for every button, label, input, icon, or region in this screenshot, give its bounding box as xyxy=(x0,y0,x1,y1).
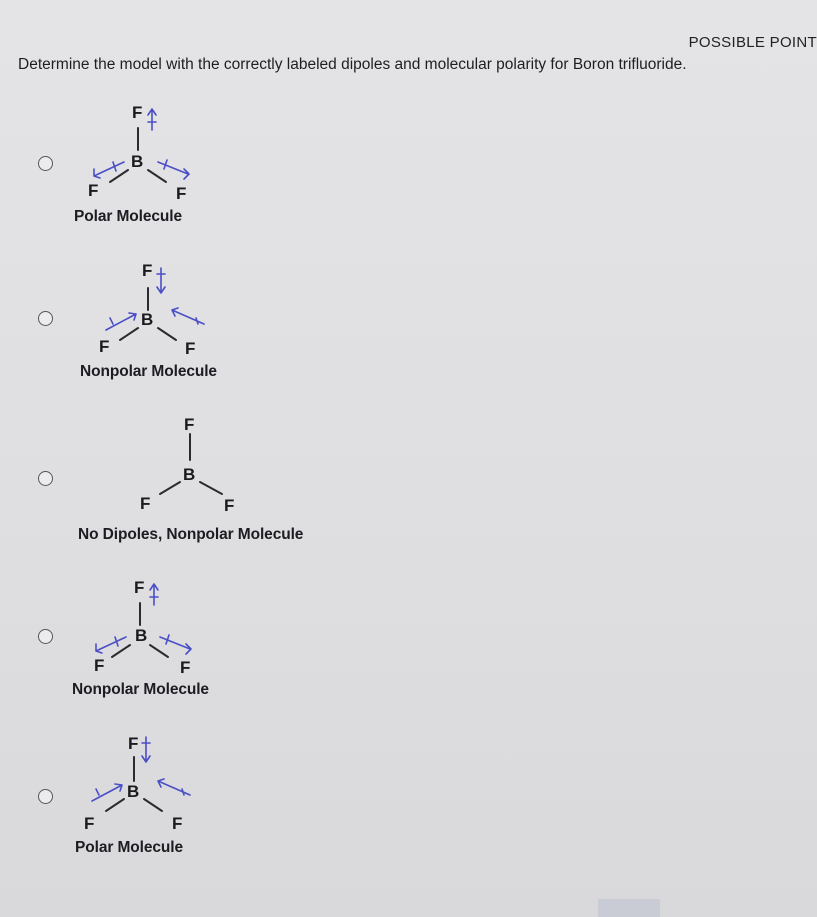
bf3-model-option-3 xyxy=(132,410,262,525)
atom-left-fluorine: F xyxy=(99,337,110,356)
atom-boron: B xyxy=(141,310,154,329)
option-caption-5: Polar Molecule xyxy=(75,839,183,856)
possible-points-label: POSSIBLE POINT xyxy=(688,34,817,51)
dipole-arrows-option-2 xyxy=(106,268,204,330)
radio-button-option-4[interactable] xyxy=(38,629,53,644)
atom-boron: B xyxy=(135,626,148,645)
atom-right-fluorine: F xyxy=(185,339,196,358)
atom-top-fluorine: F xyxy=(128,734,139,753)
answer-option-1[interactable] xyxy=(0,88,420,238)
atom-right-fluorine: F xyxy=(180,658,191,677)
atom-right-fluorine: F xyxy=(224,496,235,515)
radio-button-option-5[interactable] xyxy=(38,789,53,804)
radio-button-option-1[interactable] xyxy=(38,156,53,171)
atom-top-fluorine: F xyxy=(142,261,153,280)
bottom-toolbar-fragment xyxy=(598,899,660,917)
dipole-arrows-option-5 xyxy=(92,737,190,801)
atom-boron: B xyxy=(183,465,196,484)
atom-left-fluorine: F xyxy=(94,656,105,675)
atom-boron: B xyxy=(131,152,144,171)
radio-button-option-3[interactable] xyxy=(38,471,53,486)
bf3-model-option-5 xyxy=(76,725,206,840)
bf3-model-option-1 xyxy=(80,88,210,203)
bf3-model-option-4 xyxy=(80,565,210,680)
answer-option-5[interactable] xyxy=(0,725,420,875)
option-caption-2: Nonpolar Molecule xyxy=(80,363,217,380)
atom-top-fluorine: F xyxy=(184,415,195,434)
atom-left-fluorine: F xyxy=(140,494,151,513)
atom-left-fluorine: F xyxy=(84,814,95,833)
atom-right-fluorine: F xyxy=(176,184,187,203)
answer-option-4[interactable] xyxy=(0,565,420,715)
atom-top-fluorine: F xyxy=(134,578,145,597)
bf3-model-option-2 xyxy=(88,248,218,363)
atom-top-fluorine: F xyxy=(132,103,143,122)
option-caption-3: No Dipoles, Nonpolar Molecule xyxy=(78,526,304,543)
answer-option-3[interactable] xyxy=(0,410,420,560)
radio-button-option-2[interactable] xyxy=(38,311,53,326)
answer-option-2[interactable] xyxy=(0,248,420,398)
atom-left-fluorine: F xyxy=(88,181,99,200)
atom-right-fluorine: F xyxy=(172,814,183,833)
option-caption-1: Polar Molecule xyxy=(74,208,182,225)
atom-boron: B xyxy=(127,782,140,801)
question-text: Determine the model with the correctly labeled dipoles and molecular polarity for Boron trifluoride. xyxy=(18,56,687,73)
option-caption-4: Nonpolar Molecule xyxy=(72,681,209,698)
